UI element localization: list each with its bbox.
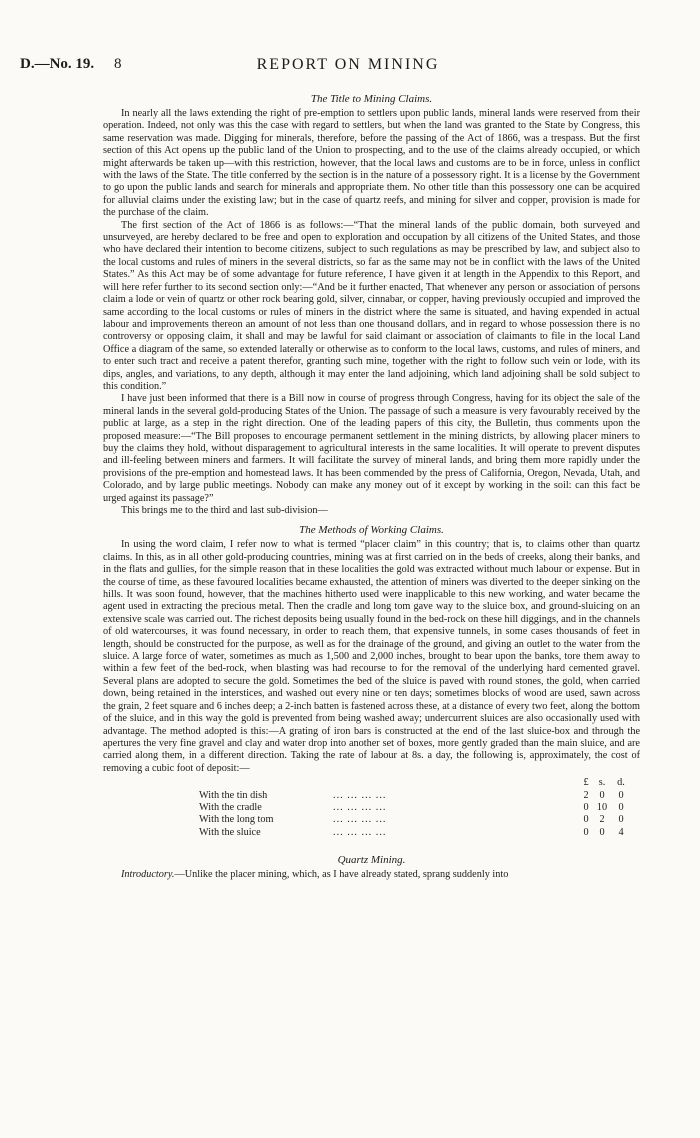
cost-pounds: 0	[583, 814, 589, 826]
introductory-text: —Unlike the placer mining, which, as I have already stated, sprang suddenly into	[174, 869, 509, 881]
cost-row	[103, 827, 640, 839]
shillings-header: s.	[598, 777, 606, 789]
cost-method-label: With the tin dish	[199, 789, 268, 801]
paragraph: This brings me to the third and last sub-division—	[121, 505, 328, 516]
cost-method-label: With the long tom	[199, 814, 274, 826]
paragraph: In nearly all the laws extending the right of pre-emption to settlers upon public lands, mineral lands were reserved from their operation. Indeed, not only was this the case with regard to settlers, but when the land was granted to the State by Congress, this same reservation was made. Digging for minerals, therefore, before the passing of the Act of 1866, was a trespass. But the first section of this Act opens up the public land of the Union to prospecting, and to the use of the claims already occupied, or which might afterwards be taken up—with this restriction, however, that the local laws and customs are to be in force, unless in conflict with the laws of the State. The title conferred by the section is in the nature of a possessory right. It is a license by the Government to go upon the public lands and search for minerals and appropriate them. No other title than this possessory one can be acquired for alluvial claims under the existing law; but in the case of quartz reefs, and mining for silver and copper, provision is made for the purchase of the claim.	[103, 108, 640, 219]
leader-dots: ... ... ... ...	[333, 826, 387, 838]
cost-shillings: 2	[599, 814, 605, 826]
section-heading-quartz-mining: Quartz Mining.	[337, 854, 406, 867]
paragraph: The first section of the Act of 1866 is as follows:—“That the mineral lands of the public domain, both surveyed and unsurveyed, are hereby declared to be free and open to exploration and occupation by all citizens of the United States, and those who have declared their intention to become citizens, subject to such regulations as may be prescribed by law, and subject also to the local customs and rules of miners in the several districts, so far as the same may not be in conflict with the laws of the United States.” As this Act may be of some advantage for future reference, I have given it at length in the Appendix to this Report, and will here refer further to its second section only:—“And be it further enacted, That whenever any person or association of persons claim a lode or vein of quartz or other rock bearing gold, silver, cinnabar, or copper, having previously occupied and improved the same according to the local customs or rules of miners in the district where the same is situated, and having expended in actual labour and improvements thereon an amount of not less than one thousand dollars, and in regard to whose possession there is no controversy or opposing claim, it shall and may be lawful for said claimant or association of claimants to file in the local Land Office a diagram of the same, so extended laterally or otherwise as to conform to the local laws, customs, and rules of miners, and to enter such tract and receive a patent therefor, granting such mine, together with the right to follow such vein or lode, with its dips, angles, and variations, to any depth, although it may enter the land adjoining, which land adjoining shall be sold subject to this condition.”	[103, 219, 640, 392]
cost-pounds: 2	[583, 789, 589, 801]
cost-pounds: 0	[583, 801, 589, 813]
section-heading-methods: The Methods of Working Claims.	[299, 524, 444, 537]
introductory-label: Introductory.	[121, 869, 175, 881]
cost-pounds: 0	[583, 826, 589, 838]
page-body	[103, 92, 640, 881]
cost-row	[103, 814, 640, 826]
section-heading-title-to-claims: The Title to Mining Claims.	[310, 93, 433, 105]
cost-row	[103, 790, 640, 802]
cost-pence: 0	[618, 789, 624, 801]
leader-dots: ... ... ... ...	[333, 814, 387, 826]
leader-dots: ... ... ... ...	[333, 789, 387, 801]
pounds-header: £	[583, 777, 589, 789]
paragraph: In using the word claim, I refer now to what is termed “placer claim” in this country; that is, to claims other than quartz claims. In this, as in all other gold-producing countries, mining was at first carried on in the beds of creeks, along their banks, and in the flats and gullies, for the simple reason that in these localities the gold was extracted without much labour or expense. But in the course of time, as these favoured localities became exhausted, the attention of miners was diverted to the deeper sinking on the hills. It was soon found, however, that the machines hitherto used were inapplicable to this new working, and water became the agent used in extracting the precious metal. Then the cradle and long tom gave way to the sluice box, and ground-sluicing on an extensive scale was carried out. The richest deposits being usually found in the bed-rock on these hill diggings, and in the channels of old watercourses, it was found necessary, in order to reach them, that expensive tunnels, in some cases thousands of feet in length, should be constructed for the purpose, as well as for the drainage of the ground, and giving an outlet to the water from the sluice. A large force of water, sometimes as much as 1,500 and 2,000 inches, brought to bear upon the banks, tore them away to within a few feet of the bed-rock, when blasting was had recourse to for the removal of the underlying hard cemented gravel. Several plans are adopted to secure the gold. Sometimes the bed of the sluice is paved with round stones, the gold, when carried down, being retained in the interstices, and washed out every nine or ten days; sometimes blocks of wood are used, sawn across the grain, 2 feet square and 6 inches deep; a 2-inch batten is fastened across these, at a distance of every two feet, along the bottom of the sluice, and in this way the gold is prevented from being washed away; undercurrent sluices are also occasionally used with advantage. The method adopted is this:—A grating of iron bars is constructed at the end of the last sluice-box and through the apertures the very fine gravel and clay and water drop into another set of boxes, more gently graded than the main sluice, and are carried along them, in a different direction. Taking the rate of labour at 8s. a day, the following is, approximately, the cost of removing a cubic foot of deposit:—	[103, 539, 640, 774]
cost-pence: 0	[618, 814, 624, 826]
cost-table-header	[103, 777, 640, 789]
pence-header: d.	[617, 777, 625, 789]
introductory-paragraph	[103, 869, 640, 881]
cost-method-label: With the sluice	[199, 826, 261, 838]
cost-table	[103, 777, 640, 839]
running-title: REPORT ON MINING	[256, 56, 440, 73]
paragraph: I have just been informed that there is a Bill now in course of progress through Congress, having for its object the sale of the mineral lands in the several gold-producing States of the Union. The passage of such a measure is very favourably received by the public at large, as a step in the right direction. One of the leading papers of this city, the Bulletin, thus comments upon the proposed measure:—“The Bill proposes to encourage permanent settlement in the mining districts, by allowing placer miners to buy the claims they hold, without disparagement to agricultural interests in the same localities. It will operate to prevent disputes and ill-feeling between miners and farmers. It will facilitate the survey of mineral lands, and bring them more rapidly under the provisions of the pre-emption and homestead laws. It has been commended by the press of California, Oregon, Nevada, Utah, and Colorado, and by large public meetings. Nobody can make any money out of it except by working in the soil: can this fact be urged against its passage?”	[103, 393, 640, 504]
page-number: 8	[114, 56, 122, 72]
cost-shillings: 10	[596, 801, 608, 813]
cost-shillings: 0	[599, 789, 605, 801]
leader-dots: ... ... ... ...	[333, 801, 387, 813]
cost-pence: 0	[618, 801, 624, 813]
page-header	[20, 56, 676, 78]
cost-pence: 4	[618, 826, 624, 838]
cost-row	[103, 802, 640, 814]
document-reference: D.—No. 19.	[20, 56, 95, 72]
cost-shillings: 0	[599, 826, 605, 838]
cost-method-label: With the cradle	[199, 801, 262, 813]
